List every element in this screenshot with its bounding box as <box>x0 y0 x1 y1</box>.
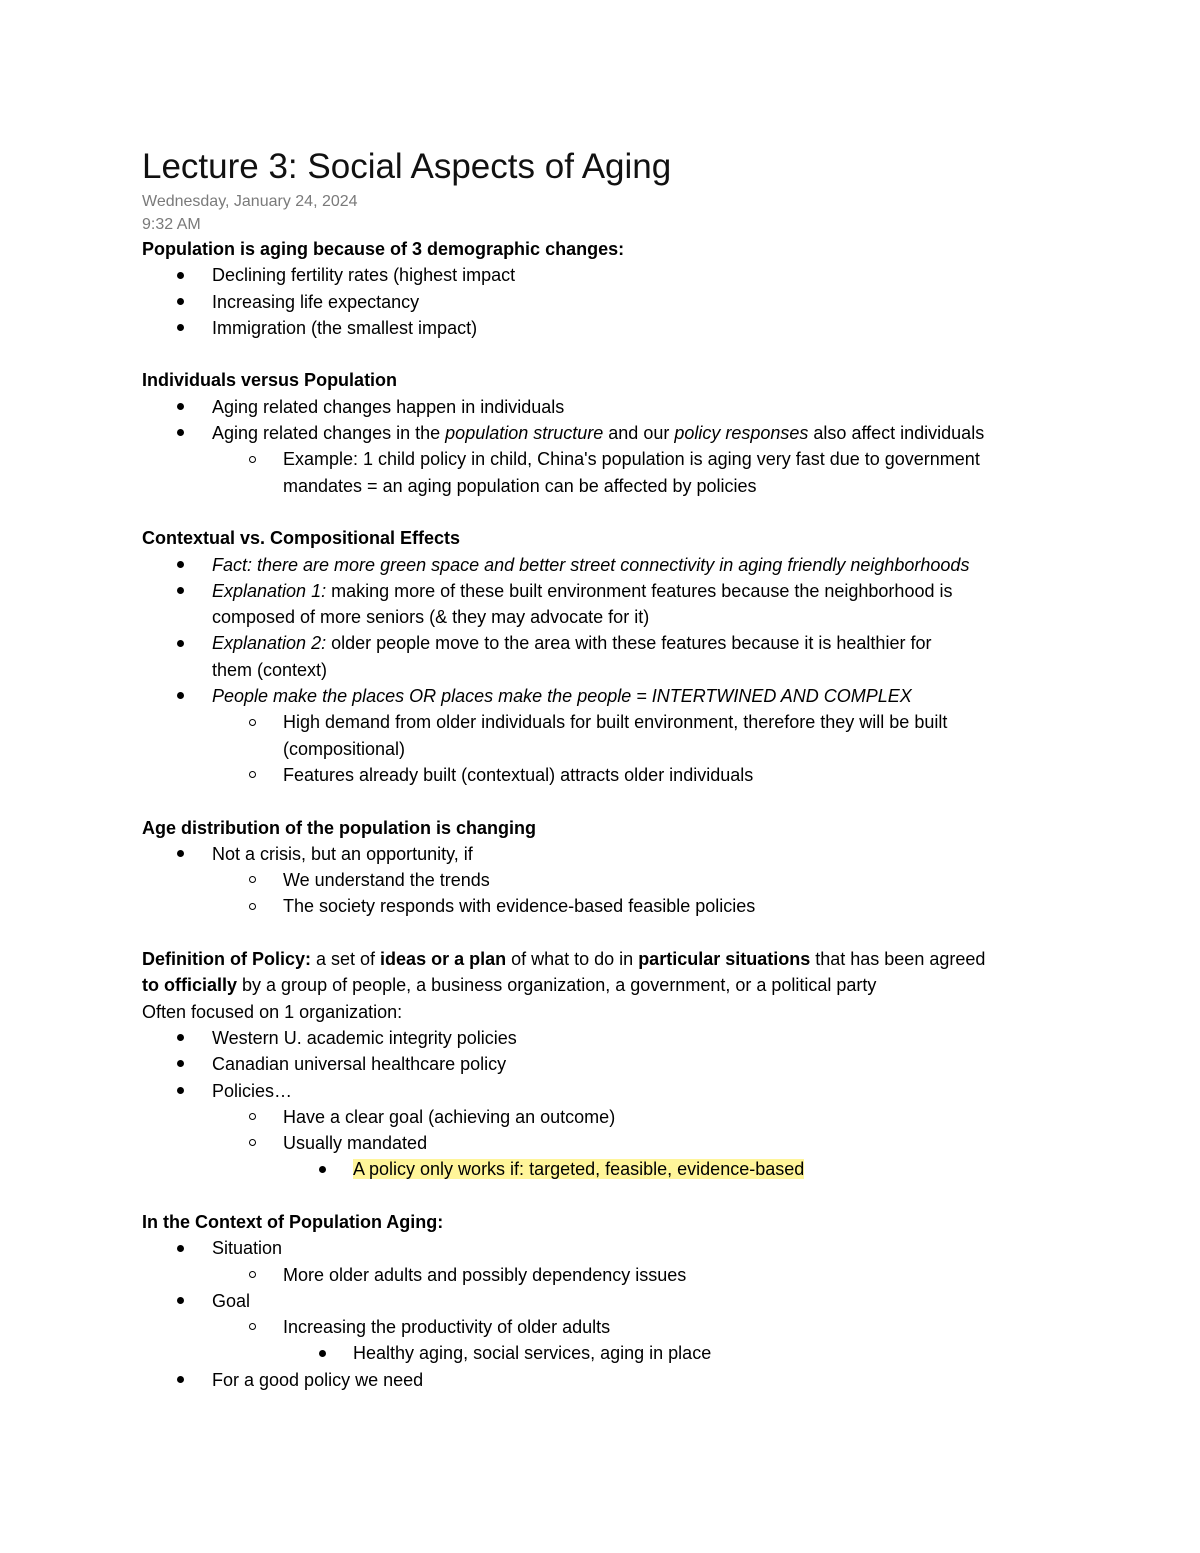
list-item: Western U. academic integrity policies <box>142 1025 1062 1051</box>
bullet-icon <box>312 1156 332 1182</box>
section-heading-demographic-changes: Population is aging because of 3 demographic changes: <box>142 239 625 259</box>
highlighted-text: A policy only works if: targeted, feasible, evidence-based <box>353 1159 805 1180</box>
circle-bullet-icon <box>242 762 262 788</box>
circle-bullet-icon <box>242 1130 262 1156</box>
list-item: Explanation 1: making more of these built environment features because the neighborhood is <box>142 578 1062 604</box>
list-item: Aging related changes in the population structure and our policy responses also affect individuals <box>142 420 1062 446</box>
bullet-icon <box>170 683 190 709</box>
list-item: Canadian universal healthcare policy <box>142 1051 1062 1077</box>
policy-focus-text: Often focused on 1 organization: <box>142 1001 403 1022</box>
bullet-icon <box>170 1051 190 1077</box>
bullet-icon <box>170 315 190 341</box>
list-item: Goal <box>142 1288 1062 1314</box>
sub-list-item: Example: 1 child policy in child, China's population is aging very fast due to government <box>142 446 1062 472</box>
section-heading-population-aging-context: In the Context of Population Aging: <box>142 1211 444 1232</box>
sub-list-item: Features already built (contextual) attracts older individuals <box>142 762 1062 788</box>
circle-bullet-icon <box>242 893 262 919</box>
circle-bullet-icon <box>242 446 262 472</box>
list-item-continuation: composed of more seniors (& they may advocate for it) <box>212 607 650 628</box>
bullet-icon <box>170 1025 190 1051</box>
sub-list-item: More older adults and possibly dependency issues <box>142 1262 1062 1288</box>
page-title: Lecture 3: Social Aspects of Aging <box>142 147 672 186</box>
list-item: Declining fertility rates (highest impact <box>142 262 1062 288</box>
sub-list-item: High demand from older individuals for built environment, therefore they will be built <box>142 709 1062 735</box>
list-item: For a good policy we need <box>142 1367 1062 1393</box>
sub-list-item: Have a clear goal (achieving an outcome) <box>142 1104 1062 1130</box>
list-item: Immigration (the smallest impact) <box>142 315 1062 341</box>
sub-list-item-continuation: (compositional) <box>283 738 406 759</box>
list-item-continuation: them (context) <box>212 659 328 680</box>
list-item: Policies… <box>142 1078 1062 1104</box>
sub-list-item-continuation: mandates = an aging population can be affected by policies <box>283 475 757 496</box>
list-item: Not a crisis, but an opportunity, if <box>142 841 1062 867</box>
circle-bullet-icon <box>242 1104 262 1130</box>
sub-list-item: The society responds with evidence-based feasible policies <box>142 893 1062 919</box>
bullet-icon <box>170 1078 190 1104</box>
bullet-icon <box>170 420 190 446</box>
circle-bullet-icon <box>242 1262 262 1288</box>
list-item: Explanation 2: older people move to the area with these features because it is healthier for <box>142 630 1062 656</box>
section-heading-individuals-population: Individuals versus Population <box>142 370 398 391</box>
sub-list-item: Usually mandated <box>142 1130 1062 1156</box>
policy-definition: Definition of Policy: a set of ideas or a plan of what to do in particular situations that has been agreed <box>142 949 986 970</box>
bullet-icon <box>170 1367 190 1393</box>
list-item: Aging related changes happen in individuals <box>142 394 1062 420</box>
bullet-icon <box>170 1235 190 1261</box>
bullet-icon <box>170 394 190 420</box>
section-heading-age-distribution: Age distribution of the population is changing <box>142 817 536 838</box>
list-item: Increasing life expectancy <box>142 289 1062 315</box>
circle-bullet-icon <box>242 709 262 735</box>
list-item: Situation <box>142 1235 1062 1261</box>
bullet-icon <box>170 552 190 578</box>
note-time: 9:32 AM <box>142 216 201 233</box>
bullet-icon <box>170 262 190 288</box>
bullet-icon <box>312 1340 332 1366</box>
bullet-icon <box>170 630 190 656</box>
sub-sub-list-item <box>142 1156 1062 1182</box>
sub-list-item: We understand the trends <box>142 867 1062 893</box>
sub-list-item: Increasing the productivity of older adults <box>142 1314 1062 1340</box>
sub-sub-list-item: Healthy aging, social services, aging in place <box>142 1340 1062 1366</box>
bullet-icon <box>170 841 190 867</box>
note-page <box>142 144 1062 1393</box>
bullet-icon <box>170 1288 190 1314</box>
bullet-icon <box>170 578 190 604</box>
bullet-icon <box>170 289 190 315</box>
circle-bullet-icon <box>242 1314 262 1340</box>
note-date: Wednesday, January 24, 2024 <box>142 193 358 210</box>
list-item: Fact: there are more green space and better street connectivity in aging friendly neighborhoods <box>142 552 1062 578</box>
circle-bullet-icon <box>242 867 262 893</box>
policy-definition-continuation: to officially by a group of people, a business organization, a government, or a political party <box>142 975 877 996</box>
section-heading-contextual-compositional: Contextual vs. Compositional Effects <box>142 528 461 549</box>
list-item: People make the places OR places make the people = INTERTWINED AND COMPLEX <box>142 683 1062 709</box>
